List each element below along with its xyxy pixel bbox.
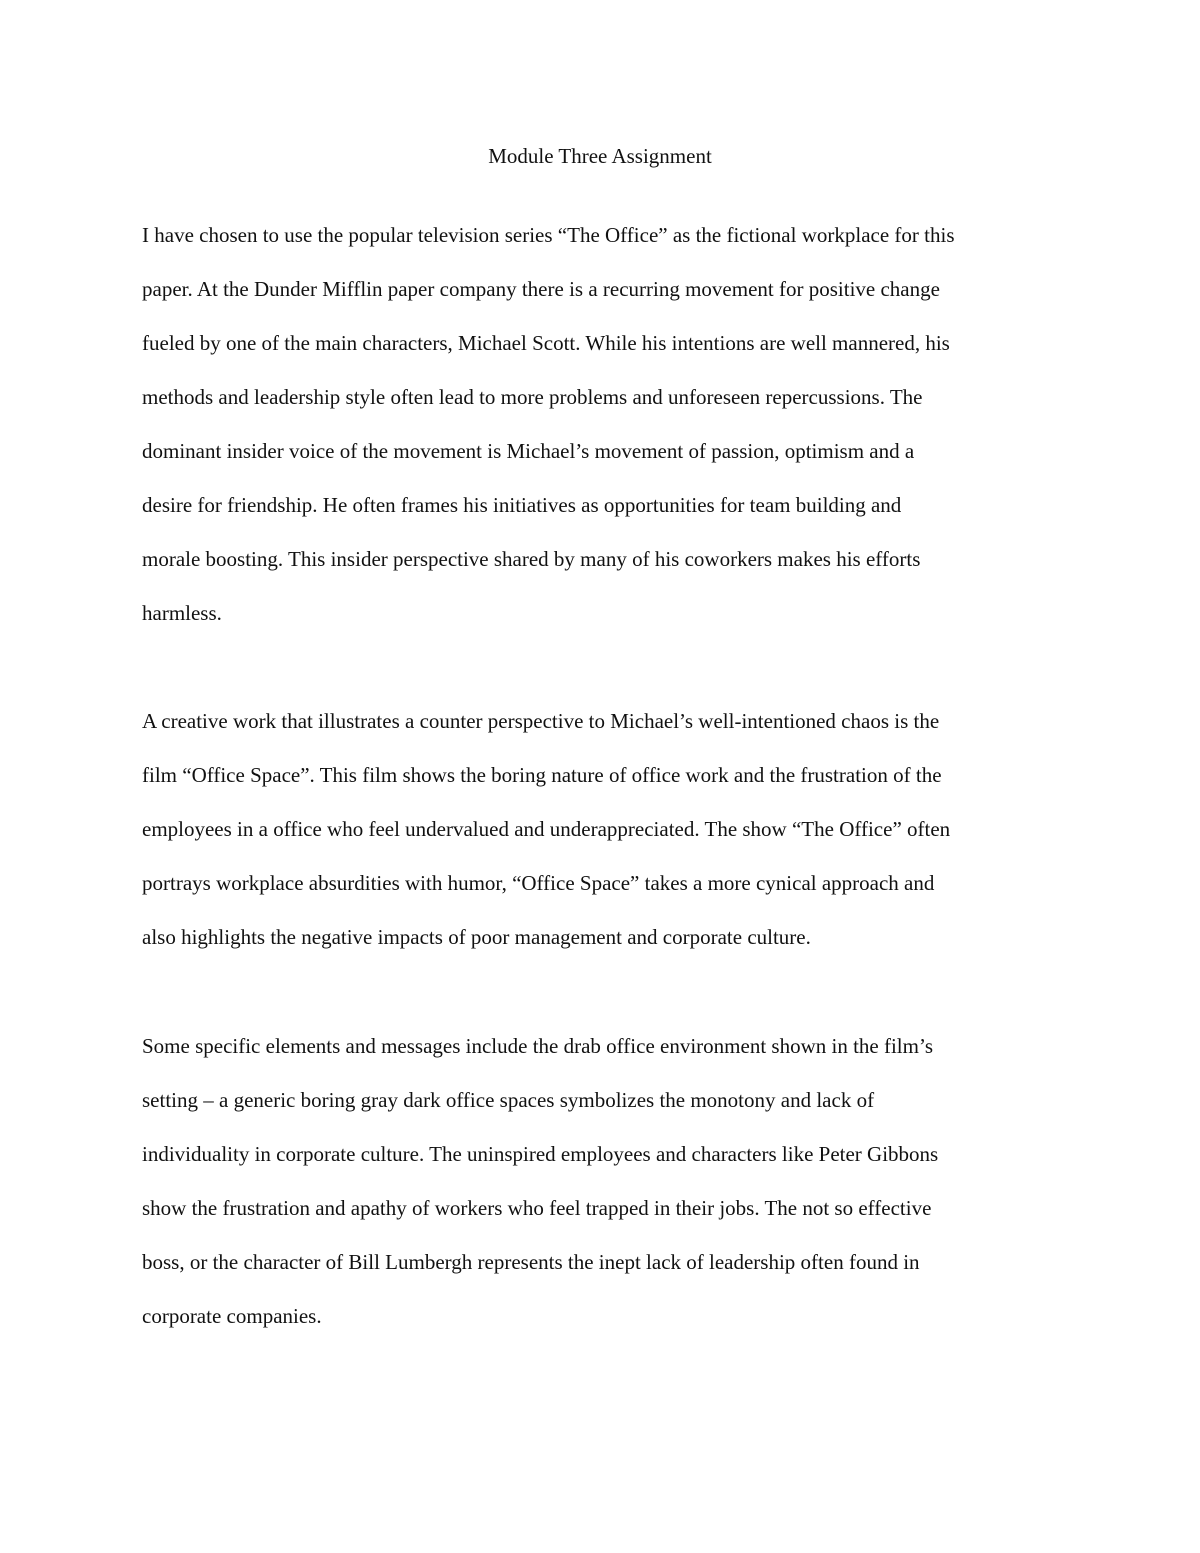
paragraph-2-line: film “Office Space”. This film shows the boring nature of office work and the frustration of the [142,763,942,787]
paragraph-1-line: dominant insider voice of the movement is Michael’s movement of passion, optimism and a [142,439,915,463]
paragraph-3-line: individuality in corporate culture. The uninspired employees and characters like Peter Gibbons [142,1142,939,1166]
paragraph-1-line: fueled by one of the main characters, Michael Scott. While his intentions are well mannered, his [142,331,950,355]
paragraph-3-line: corporate companies. [142,1304,322,1328]
paragraph-1-line: paper. At the Dunder Mifflin paper company there is a recurring movement for positive change [142,277,940,301]
paragraph-1-line: harmless. [142,601,222,625]
paragraph-3-line: show the frustration and apathy of workers who feel trapped in their jobs. The not so effective [142,1196,932,1220]
paragraph-2-line: A creative work that illustrates a counter perspective to Michael’s well-intentioned chaos is the [142,709,940,733]
paragraph-1-line: methods and leadership style often lead to more problems and unforeseen repercussions. The [142,385,923,409]
paragraph-2-line: portrays workplace absurdities with humor, “Office Space” takes a more cynical approach and [142,871,935,895]
paragraph-3-line: setting – a generic boring gray dark office spaces symbolizes the monotony and lack of [142,1088,875,1112]
paragraph-3-line: Some specific elements and messages include the drab office environment shown in the film’s [142,1034,933,1058]
paragraph-1-line: desire for friendship. He often frames his initiatives as opportunities for team building and [142,493,902,517]
paragraph-2-line: employees in a office who feel undervalued and underappreciated. The show “The Office” often [142,817,951,841]
paragraph-1-line: I have chosen to use the popular television series “The Office” as the fictional workplace for this [142,223,955,247]
paragraph-3-line: boss, or the character of Bill Lumbergh represents the inept lack of leadership often found in [142,1250,920,1274]
paragraph-2-line: also highlights the negative impacts of poor management and corporate culture. [142,925,811,949]
document-title: Module Three Assignment [488,144,712,168]
paragraph-1-line: morale boosting. This insider perspective shared by many of his coworkers makes his efforts [142,547,921,571]
